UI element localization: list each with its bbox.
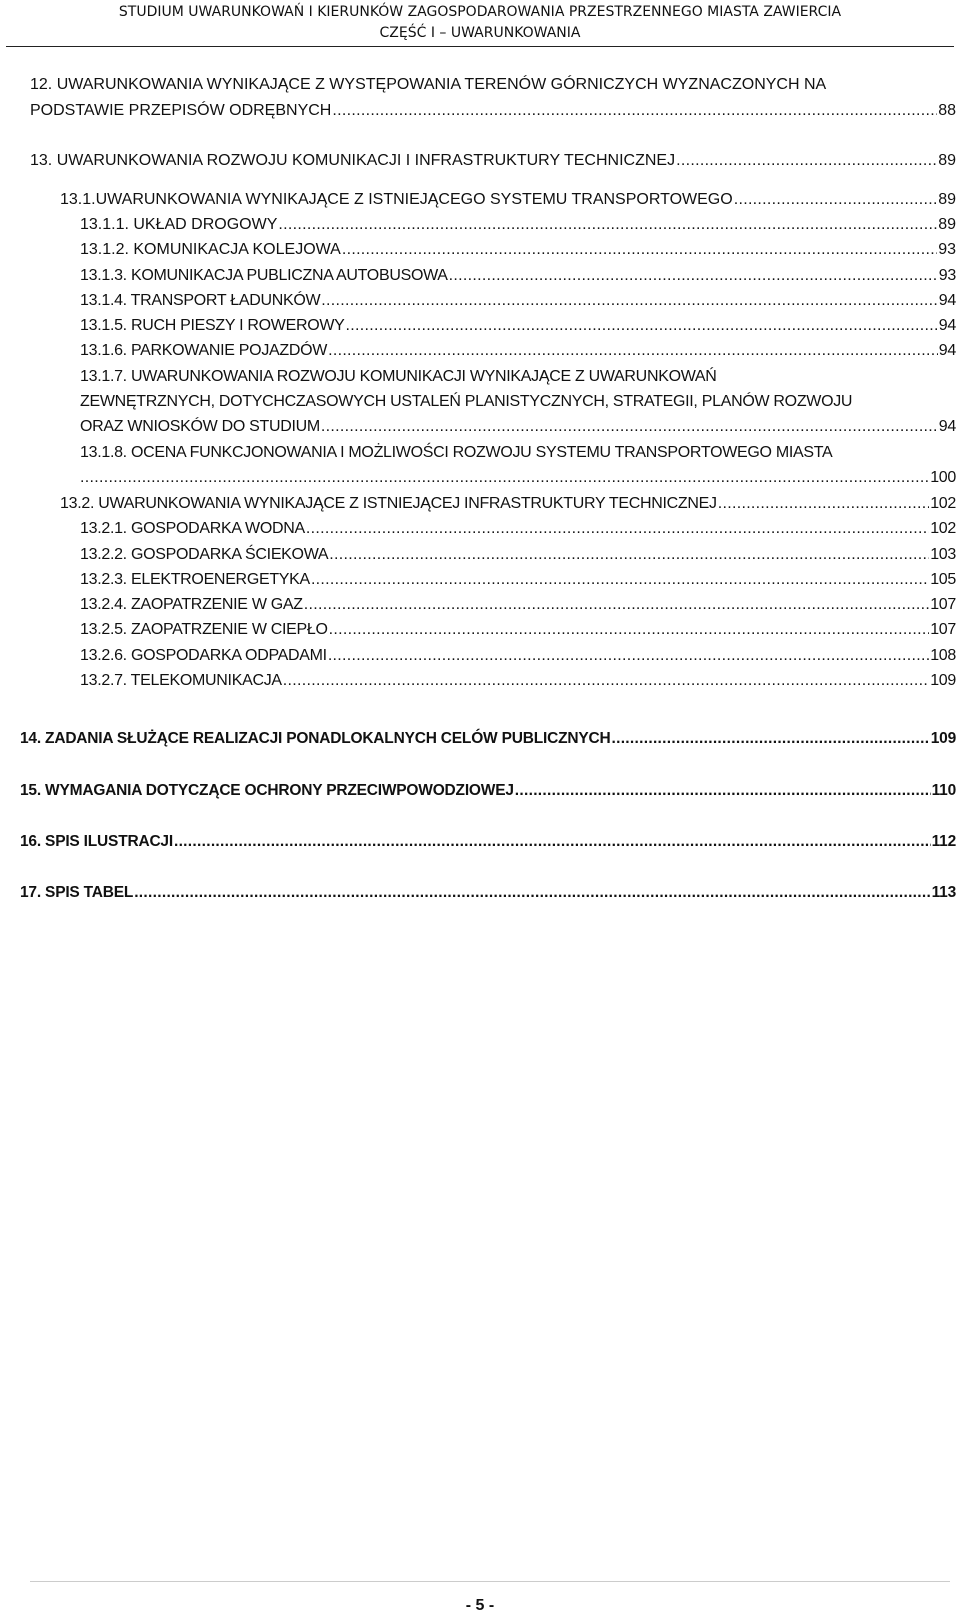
dot-leader <box>718 495 929 513</box>
toc-page-number: 110 <box>931 782 956 799</box>
dot-leader <box>134 884 930 902</box>
dot-leader <box>734 191 938 209</box>
dot-leader <box>328 647 929 665</box>
toc-entry-title: 17. SPIS TABEL <box>20 884 134 901</box>
toc-entry-13-1-8-line1[interactable]: 13.1.8. OCENA FUNKCJONOWANIA I MOŻLIWOŚCI ROZWOJU SYSTEMU TRANSPORTOWEGO MIASTA <box>80 444 833 461</box>
toc-entry-13-2-5[interactable] <box>80 621 956 639</box>
toc-entry-title: 13.2.4. ZAOPATRZENIE W GAZ <box>80 596 303 613</box>
toc-entry-13-2-1[interactable] <box>80 520 956 538</box>
toc-entry-13-2-4[interactable] <box>80 596 956 614</box>
dot-leader <box>174 833 931 851</box>
toc-entry-13-2-3[interactable] <box>80 571 956 589</box>
toc-entry-13-1[interactable] <box>60 191 956 209</box>
toc-entry-title: 13.2.5. ZAOPATRZENIE W CIEPŁO <box>80 621 328 638</box>
toc-entry-13-1-3[interactable] <box>80 267 956 285</box>
toc-page-number: 89 <box>938 191 956 208</box>
toc-entry-title: 16. SPIS ILUSTRACJI <box>20 833 173 850</box>
toc-entry-title: PODSTAWIE PRZEPISÓW ODRĘBNYCH <box>30 102 332 119</box>
toc-entry-12[interactable] <box>30 102 956 120</box>
dot-leader <box>321 418 938 436</box>
toc-entry-12-line1[interactable]: 12. UWARUNKOWANIA WYNIKAJĄCE Z WYSTĘPOWANIA TERENÓW GÓRNICZYCH WYZNACZONYCH NA <box>30 76 827 93</box>
toc-entry-13-1-5[interactable] <box>80 317 956 335</box>
toc-page-number: 89 <box>938 152 956 169</box>
toc-page-number: 103 <box>930 546 956 563</box>
toc-entry-15[interactable] <box>20 782 956 800</box>
toc-page-number: 109 <box>930 730 956 747</box>
dot-leader <box>278 216 937 234</box>
dot-leader <box>515 782 931 800</box>
toc-entry-title: 13.2.2. GOSPODARKA ŚCIEKOWA <box>80 546 329 563</box>
dot-leader <box>676 152 937 170</box>
toc-entry-title: 13.1.UWARUNKOWANIA WYNIKAJĄCE Z ISTNIEJĄCEGO SYSTEMU TRANSPORTOWEGO <box>60 191 733 208</box>
toc-entry-title: 13.1.2. KOMUNIKACJA KOLEJOWA <box>80 241 341 258</box>
toc-entry-title: ORAZ WNIOSKÓW DO STUDIUM <box>80 418 320 435</box>
toc-entry-title: 13.2.7. TELEKOMUNIKACJA <box>80 672 282 689</box>
toc-entry-13-2-6[interactable] <box>80 647 956 665</box>
toc-entry-13-1-7[interactable] <box>80 418 956 436</box>
dot-leader <box>80 469 929 487</box>
dot-leader <box>306 520 929 538</box>
toc-page-number: 108 <box>930 647 956 664</box>
dot-leader <box>321 292 938 310</box>
header-title: STUDIUM UWARUNKOWAŃ I KIERUNKÓW ZAGOSPODAROWANIA PRZESTRZENNEGO MIASTA ZAWIERCIA <box>118 4 842 20</box>
toc-entry-13-1-8[interactable] <box>80 469 956 487</box>
dot-leader <box>311 571 929 589</box>
dot-leader <box>283 672 929 690</box>
toc-entry-title: 13.1.1. UKŁAD DROGOWY <box>80 216 278 233</box>
dot-leader <box>611 730 929 748</box>
dot-leader <box>449 267 938 285</box>
toc-page-number: 107 <box>930 621 956 638</box>
dot-leader <box>329 546 929 564</box>
toc-entry-17[interactable] <box>20 884 956 902</box>
toc-entry-13-2-2[interactable] <box>80 546 956 564</box>
footer-divider <box>30 1581 950 1582</box>
page-number: - 5 - <box>465 1597 495 1614</box>
dot-leader <box>329 621 930 639</box>
toc-entry-13-2-7[interactable] <box>80 672 956 690</box>
toc-page-number: 93 <box>938 267 956 284</box>
dot-leader <box>328 342 938 360</box>
toc-entry-16[interactable] <box>20 833 956 851</box>
toc-page-number: 109 <box>930 672 956 689</box>
toc-entry-13[interactable] <box>30 152 956 170</box>
toc-entry-title: 13.1.3. KOMUNIKACJA PUBLICZNA AUTOBUSOWA <box>80 267 448 284</box>
toc-page-number: 94 <box>938 418 956 435</box>
dot-leader <box>346 317 938 335</box>
toc-entry-13-2[interactable] <box>60 495 956 513</box>
toc-entry-title: 13.1.4. TRANSPORT ŁADUNKÓW <box>80 292 321 309</box>
dot-leader <box>332 102 937 120</box>
toc-entry-title: 13.1.6. PARKOWANIE POJAZDÓW <box>80 342 328 359</box>
toc-entry-title: 13. UWARUNKOWANIA ROZWOJU KOMUNIKACJI I INFRASTRUKTURY TECHNICZNEJ <box>30 152 676 169</box>
toc-entry-13-1-6[interactable] <box>80 342 956 360</box>
toc-entry-title: 13.1.5. RUCH PIESZY I ROWEROWY <box>80 317 345 334</box>
toc-entry-title: 15. WYMAGANIA DOTYCZĄCE OCHRONY PRZECIWPOWODZIOWEJ <box>20 782 514 799</box>
toc-page-number: 100 <box>930 469 956 486</box>
toc-entry-13-1-1[interactable] <box>80 216 956 234</box>
header-subtitle: CZĘŚĆ I – UWARUNKOWANIA <box>379 25 581 41</box>
toc-entry-title: 14. ZADANIA SŁUŻĄCE REALIZACJI PONADLOKALNYCH CELÓW PUBLICZNYCH <box>20 730 611 747</box>
toc-page-number: 112 <box>931 833 956 850</box>
toc-page-number: 94 <box>938 292 956 309</box>
dot-leader <box>304 596 929 614</box>
toc-entry-title: 13.2.1. GOSPODARKA WODNA <box>80 520 305 537</box>
toc-entry-title: 13.2.6. GOSPODARKA ODPADAMI <box>80 647 327 664</box>
toc-page-number: 88 <box>938 102 956 119</box>
toc-entry-14[interactable] <box>20 730 956 748</box>
toc-page-number: 94 <box>938 342 956 359</box>
toc-page-number: 94 <box>938 317 956 334</box>
toc-entry-13-1-2[interactable] <box>80 241 956 259</box>
dot-leader <box>342 241 937 259</box>
toc-entry-13-1-7-line1[interactable]: 13.1.7. UWARUNKOWANIA ROZWOJU KOMUNIKACJI WYNIKAJĄCE Z UWARUNKOWAŃ <box>80 368 717 385</box>
toc-page-number: 102 <box>930 520 956 537</box>
toc-page-number: 93 <box>938 241 956 258</box>
toc-entry-title: 13.2. UWARUNKOWANIA WYNIKAJĄCE Z ISTNIEJĄCEJ INFRASTRUKTURY TECHNICZNEJ <box>60 495 717 512</box>
toc-entry-13-1-7-line2[interactable]: ZEWNĘTRZNYCH, DOTYCHCZASOWYCH USTALEŃ PLANISTYCZNYCH, STRATEGII, PLANÓW ROZWOJU <box>80 393 853 410</box>
toc-page-number: 102 <box>930 495 956 512</box>
toc-entry-title: 13.2.3. ELEKTROENERGETYKA <box>80 571 310 588</box>
toc-page-number: 105 <box>930 571 956 588</box>
toc-page-number: 113 <box>931 884 956 901</box>
toc-page-number: 107 <box>930 596 956 613</box>
toc-page-number: 89 <box>938 216 956 233</box>
toc-entry-13-1-4[interactable] <box>80 292 956 310</box>
